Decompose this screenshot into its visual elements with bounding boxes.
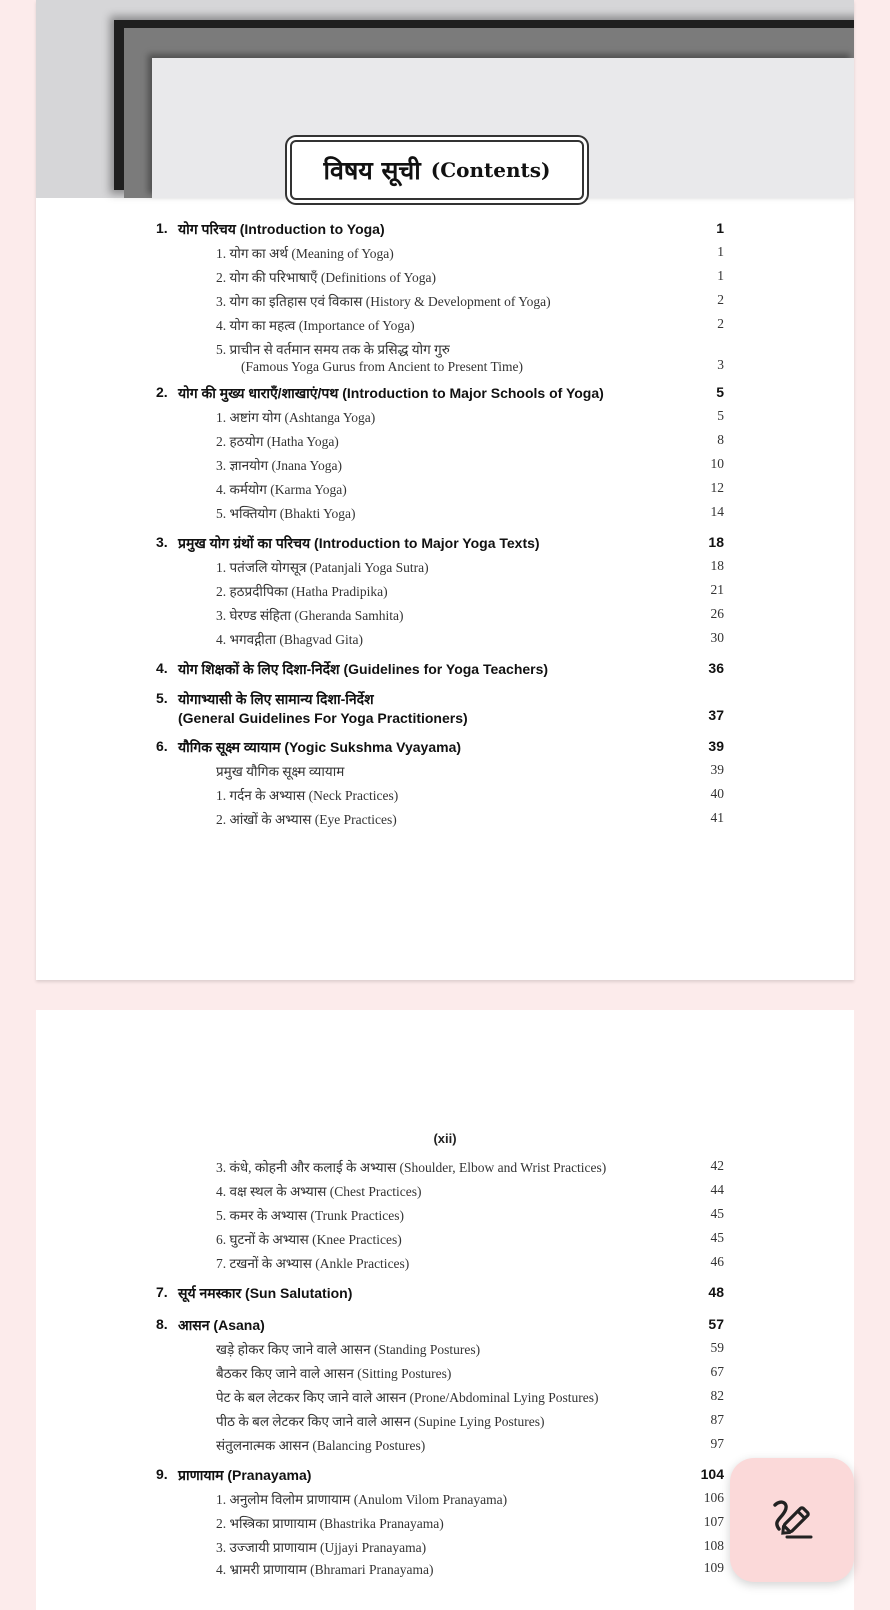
toc-section-title [178, 220, 385, 239]
toc-section-row [36, 534, 854, 556]
contents-title-hindi: विषय सूची [323, 156, 421, 185]
toc-title-line: 3. घेरण्ड संहिता (Gheranda Samhita) [216, 608, 404, 623]
toc-page-number: 108 [703, 1538, 724, 1553]
toc-subitem-row [36, 432, 854, 454]
toc-section-row [36, 660, 854, 682]
toc-page-number: 57 [708, 1316, 724, 1332]
toc-page-number: 36 [708, 660, 724, 676]
toc-subitem-title [216, 786, 398, 804]
toc-subitem-title [216, 456, 342, 474]
toc-subitem-title [216, 504, 355, 522]
toc-subitem-title [216, 1182, 422, 1200]
toc-title-line: 4. भ्रामरी प्राणायाम (Bhramari Pranayama) [216, 1562, 434, 1577]
toc-title-line-2: (Famous Yoga Gurus from Ancient to Present Time) [241, 359, 524, 374]
toc-section-number: 6. [156, 738, 168, 754]
toc-title-line: संतुलनात्मक आसन (Balancing Postures) [216, 1438, 426, 1453]
toc-page-number: 8 [717, 432, 724, 447]
toc-section-title [178, 738, 461, 757]
toc-title-line: सूर्य नमस्कार (Sun Salutation) [178, 1285, 353, 1301]
toc-title-line: 3. योग का इतिहास एवं विकास (History & Development of Yoga) [216, 294, 551, 309]
toc-title-line: 2. हठयोग (Hatha Yoga) [216, 434, 339, 449]
toc-title-line: 7. टखनों के अभ्यास (Ankle Practices) [216, 1256, 410, 1271]
toc-title-line: 1. पतंजलि योगसूत्र (Patanjali Yoga Sutra) [216, 560, 429, 575]
toc-title-line: पीठ के बल लेटकर किए जाने वाले आसन (Supine Lying Postures) [216, 1414, 545, 1429]
toc-subitem-row [36, 1230, 854, 1252]
toc-section-row [36, 690, 854, 726]
toc-title-line: 5. कमर के अभ्यास (Trunk Practices) [216, 1208, 404, 1223]
toc-title-line: 1. अष्टांग योग (Ashtanga Yoga) [216, 410, 376, 425]
toc-page-number: 3 [717, 357, 724, 372]
toc-page-number: 30 [710, 630, 724, 645]
toc-subitem-row [36, 1254, 854, 1276]
toc-subitem-title [216, 1436, 425, 1454]
toc-subitem-title [216, 1230, 402, 1248]
toc-title-line: प्रमुख यौगिक सूक्ष्म व्यायाम [216, 764, 345, 779]
toc-subitem-title [216, 558, 429, 576]
toc-page-number: 39 [708, 738, 724, 754]
toc-title-line: 2. भस्त्रिका प्राणायाम (Bhastrika Pranayama) [216, 1516, 444, 1531]
toc-subitem-title [216, 630, 363, 648]
toc-page-number: 5 [716, 384, 724, 400]
toc-title-line: 1. अनुलोम विलोम प्राणायाम (Anulom Vilom Pranayama) [216, 1492, 508, 1507]
toc-section-number: 2. [156, 384, 168, 400]
toc-title-line: खड़े होकर किए जाने वाले आसन (Standing Postures) [216, 1342, 481, 1357]
toc-section-title [178, 534, 540, 553]
toc-subitem-row [36, 1206, 854, 1228]
toc-page-number: 41 [710, 810, 724, 825]
toc-page-number: 1 [717, 268, 724, 283]
toc-page-number: 46 [710, 1254, 724, 1269]
toc-title-line: प्राणायाम (Pranayama) [178, 1467, 312, 1483]
toc-page-number: 2 [717, 292, 724, 307]
toc-title-line: योग परिचय (Introduction to Yoga) [178, 221, 385, 237]
toc-subitem-title [216, 1412, 545, 1430]
toc-subitem-title [216, 244, 394, 262]
toc-page-number: 106 [703, 1490, 724, 1505]
toc-page-number: 1 [717, 244, 724, 259]
toc-title-line-2: (General Guidelines For Yoga Practitioners) [178, 710, 468, 726]
toc-title-line: 5. प्राचीन से वर्तमान समय तक के प्रसिद्ध योग गुरु [216, 342, 450, 357]
toc-subitem-title [216, 1340, 480, 1358]
toc-title-line: 4. भगवद्गीता (Bhagvad Gita) [216, 632, 363, 647]
toc-subitem-title [216, 810, 397, 828]
document-page-1 [36, 0, 854, 980]
toc-subitem-row [36, 582, 854, 604]
toc-title-line: योग शिक्षकों के लिए दिशा-निर्देश (Guidelines for Yoga Teachers) [178, 661, 549, 677]
toc-title-line: 3. कंधे, कोहनी और कलाई के अभ्यास (Shoulder, Elbow and Wrist Practices) [216, 1160, 607, 1175]
toc-subitem-title [216, 1254, 409, 1272]
toc-subitem-title [216, 408, 375, 426]
toc-title-line: बैठकर किए जाने वाले आसन (Sitting Postures) [216, 1366, 452, 1381]
toc-page-number: 2 [717, 316, 724, 331]
toc-page-number: 82 [710, 1388, 724, 1403]
toc-section-row [36, 384, 854, 406]
toc-subitem-row [36, 1412, 854, 1434]
toc-subitem-title [216, 340, 523, 375]
toc-title-line: 4. कर्मयोग (Karma Yoga) [216, 482, 347, 497]
toc-page-number: 26 [710, 606, 724, 621]
toc-section-row [36, 1284, 854, 1306]
toc-subitem-title [216, 1364, 451, 1382]
toc-page-number: 5 [717, 408, 724, 423]
toc-title-line: 4. योग का महत्व (Importance of Yoga) [216, 318, 415, 333]
toc-title-line: 2. आंखों के अभ्यास (Eye Practices) [216, 812, 397, 827]
toc-subitem-title [216, 1538, 426, 1556]
toc-page-number: 40 [710, 786, 724, 801]
toc-page-number: 12 [710, 480, 724, 495]
toc-subitem-title [216, 762, 344, 780]
toc-section-number: 7. [156, 1284, 168, 1300]
toc-section-number: 1. [156, 220, 168, 236]
toc-title-line: पेट के बल लेटकर किए जाने वाले आसन (Prone/Abdominal Lying Postures) [216, 1390, 599, 1405]
toc-subitem-row [36, 606, 854, 628]
toc-title-line: 2. योग की परिभाषाएँ (Definitions of Yoga) [216, 270, 436, 285]
toc-subitem-row [36, 762, 854, 784]
toc-page-number: 48 [708, 1284, 724, 1300]
toc-subitem-row [36, 408, 854, 430]
toc-section-number: 8. [156, 1316, 168, 1332]
toc-subitem-row [36, 268, 854, 290]
toc-subitem-title [216, 1206, 404, 1224]
toc-title-line: योग की मुख्य धाराएँ/शाखाएं/पथ (Introduction to Major Schools of Yoga) [178, 385, 604, 401]
toc-section-number: 5. [156, 690, 168, 706]
toc-section-title [178, 384, 604, 403]
pencil-slash-icon [769, 1495, 815, 1545]
toc-subitem-title [216, 606, 403, 624]
toc-page-number: 21 [710, 582, 724, 597]
toc-page-number: 44 [710, 1182, 724, 1197]
toc-page-number: 42 [710, 1158, 724, 1173]
toc-subitem-row [36, 292, 854, 314]
page-folio: (xii) [433, 1131, 457, 1146]
toc-page-number: 45 [710, 1206, 724, 1221]
toc-subitem-row [36, 316, 854, 338]
toc-page-number: 18 [708, 534, 724, 550]
toc-subitem-row [36, 1364, 854, 1386]
toc-section-title [178, 1284, 352, 1303]
toc-page-number: 109 [703, 1560, 724, 1575]
toc-page-number: 87 [710, 1412, 724, 1427]
contents-title-box [290, 140, 584, 200]
toc-page-number: 45 [710, 1230, 724, 1245]
toc-subitem-title [216, 1514, 444, 1532]
toc-subitem-title [216, 432, 339, 450]
toc-page-number: 67 [710, 1364, 724, 1379]
toc-subitem-row [36, 340, 854, 374]
toc-subitem-row [36, 504, 854, 526]
toc-title-line: योगाभ्यासी के लिए सामान्य दिशा-निर्देश [178, 691, 374, 707]
toc-subitem-title [216, 1490, 507, 1508]
toc-title-line: 1. योग का अर्थ (Meaning of Yoga) [216, 246, 394, 261]
toc-subitem-title [216, 1560, 433, 1578]
toc-page-number: 59 [710, 1340, 724, 1355]
toc-title-line: 1. गर्दन के अभ्यास (Neck Practices) [216, 788, 399, 803]
toc-subitem-row [36, 480, 854, 502]
toc-page-number: 10 [710, 456, 724, 471]
toc-subitem-row [36, 630, 854, 652]
toc-title-line: आसन (Asana) [178, 1317, 265, 1333]
toc-section-row [36, 220, 854, 242]
toc-page-number: 39 [710, 762, 724, 777]
toc-subitem-title [216, 1388, 598, 1406]
toc-subitem-title [216, 1158, 606, 1176]
toc-subitem-row [36, 810, 854, 832]
toc-page-number: 37 [708, 707, 724, 723]
toc-title-line: प्रमुख योग ग्रंथों का परिचय (Introduction to Major Yoga Texts) [178, 535, 540, 551]
toc-page-number: 18 [710, 558, 724, 573]
contents-banner [36, 0, 854, 198]
toc-subitem-row [36, 786, 854, 808]
toc-title-line: 3. ज्ञानयोग (Jnana Yoga) [216, 458, 342, 473]
toc-subitem-title [216, 582, 388, 600]
toc-page-number: 14 [710, 504, 724, 519]
toc-subitem-title [216, 316, 415, 334]
toc-subitem-title [216, 480, 347, 498]
toc-title-line: 4. वक्ष स्थल के अभ्यास (Chest Practices) [216, 1184, 422, 1199]
toc-title-line: 5. भक्तियोग (Bhakti Yoga) [216, 506, 356, 521]
toc-subitem-row [36, 1182, 854, 1204]
toc-title-line: 2. हठप्रदीपिका (Hatha Pradipika) [216, 584, 388, 599]
toc-page-number: 1 [716, 220, 724, 236]
toc-subitem-row [36, 244, 854, 266]
toc-subitem-row [36, 1340, 854, 1362]
toc-subitem-title [216, 292, 551, 310]
contents-title-english: (Contents) [430, 158, 551, 182]
toc-title-line: 3. उज्जायी प्राणायाम (Ujjayi Pranayama) [216, 1540, 427, 1555]
toc-page-number: 104 [700, 1466, 724, 1482]
toc-section-title [178, 1316, 265, 1335]
toc-section-number: 9. [156, 1466, 168, 1482]
toc-section-title [178, 1466, 311, 1485]
toc-subitem-row [36, 456, 854, 478]
toc-section-row [36, 1316, 854, 1338]
toc-subitem-row [36, 1436, 854, 1458]
toc-subitem-row [36, 1158, 854, 1180]
toc-section-number: 3. [156, 534, 168, 550]
toc-title-line: 6. घुटनों के अभ्यास (Knee Practices) [216, 1232, 402, 1247]
toc-subitem-row [36, 558, 854, 580]
toc-section-row [36, 738, 854, 760]
toc-section-title [178, 690, 468, 726]
edit-fab-button[interactable] [730, 1458, 854, 1582]
toc-title-line: यौगिक सूक्ष्म व्यायाम (Yogic Sukshma Vyayama) [178, 739, 462, 755]
toc-page-number: 97 [710, 1436, 724, 1451]
toc-subitem-row [36, 1388, 854, 1410]
toc-section-number: 4. [156, 660, 168, 676]
toc-section-title [178, 660, 548, 679]
toc-page-number: 107 [703, 1514, 724, 1529]
toc-subitem-title [216, 268, 436, 286]
